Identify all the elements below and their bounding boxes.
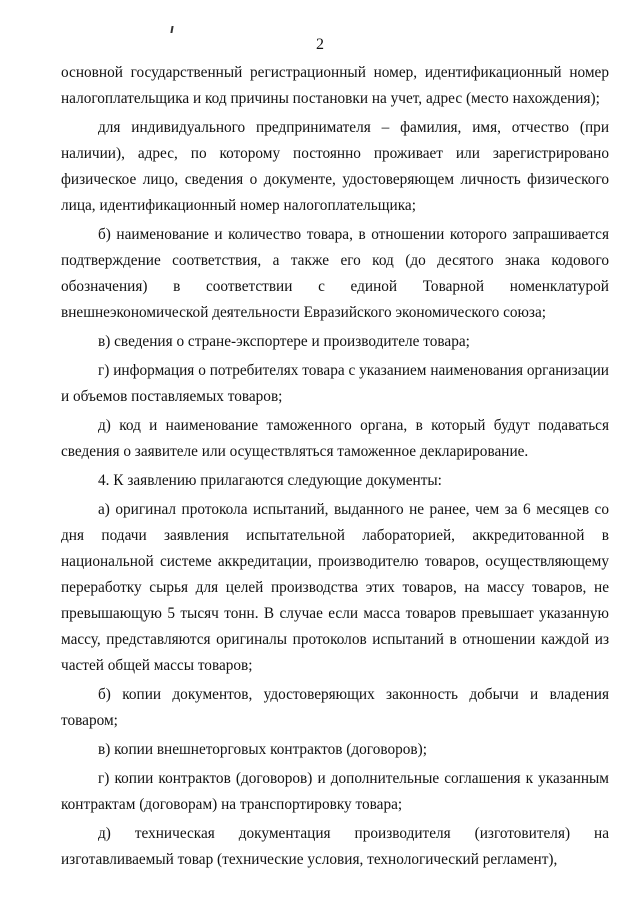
paragraph-doc-v-contracts: в) копии внешнеторговых контрактов (договоров); (98, 741, 427, 758)
paragraph-individual-entrepreneur: для индивидуального предпринимателя – фамилия, имя, отчество (при наличии), адрес, по которому постоянно проживает или зарегистрировано физическое лицо, сведения о документе, удостоверяющем личность физического лица, идентификационный номер налогоплательщика; (61, 119, 609, 214)
paragraph-doc-a-test-report: а) оригинал протокола испытаний, выданного не ранее, чем за 6 месяцев со дня подачи заявления испытательной лабораторией, аккредитованной в национальной системе аккредитации, производителю товаров, осуществляющему переработку сырья для целей производства этих товаров, на массу товаров, не превышающую 5 тысяч тонн. В случае если масса товаров превышает указанную массу, представляются оригиналы протоколов испытаний в отношении каждой из частей общей массы товаров; (61, 501, 609, 674)
paragraph-item-d-customs: д) код и наименование таможенного органа, в который будут подаваться сведения о заявителе или осуществляться таможенное декларирование. (61, 417, 609, 460)
paragraph-legal-entity-details: основной государственный регистрационный номер, идентификационный номер налогоплательщика и код причины постановки на учет, адрес (место нахождения); (61, 64, 609, 107)
paragraph-item-v-exporter: в) сведения о стране-экспортере и производителе товара; (98, 333, 470, 350)
paragraph-doc-g-transport: г) копии контрактов (договоров) и дополнительные соглашения к указанным контрактам (договорам) на транспортировку товара; (61, 770, 609, 813)
document-body (61, 60, 609, 873)
page-number: 2 (316, 36, 324, 53)
paragraph-item-b-goods: б) наименование и количество товара, в отношении которого запрашивается подтверждение соответствия, а также его код (до десятого знака кодового обозначения) в соответствии с единой Товарной номенклатурой внешнеэкономической деятельности Евразийского экономического союза; (61, 226, 609, 321)
paragraph-item-g-consumers: г) информация о потребителях товара с указанием наименования организации и объемов поставляемых товаров; (61, 362, 609, 405)
paragraph-doc-d-technical: д) техническая документация производителя (изготовителя) на изготавливаемый товар (технические условия, технологический регламент), (61, 825, 609, 868)
paragraph-section-4-heading: 4. К заявлению прилагаются следующие документы: (98, 472, 442, 489)
scan-mark (170, 26, 173, 33)
paragraph-doc-b-legality: б) копии документов, удостоверяющих законность добычи и владения товаром; (61, 686, 609, 729)
